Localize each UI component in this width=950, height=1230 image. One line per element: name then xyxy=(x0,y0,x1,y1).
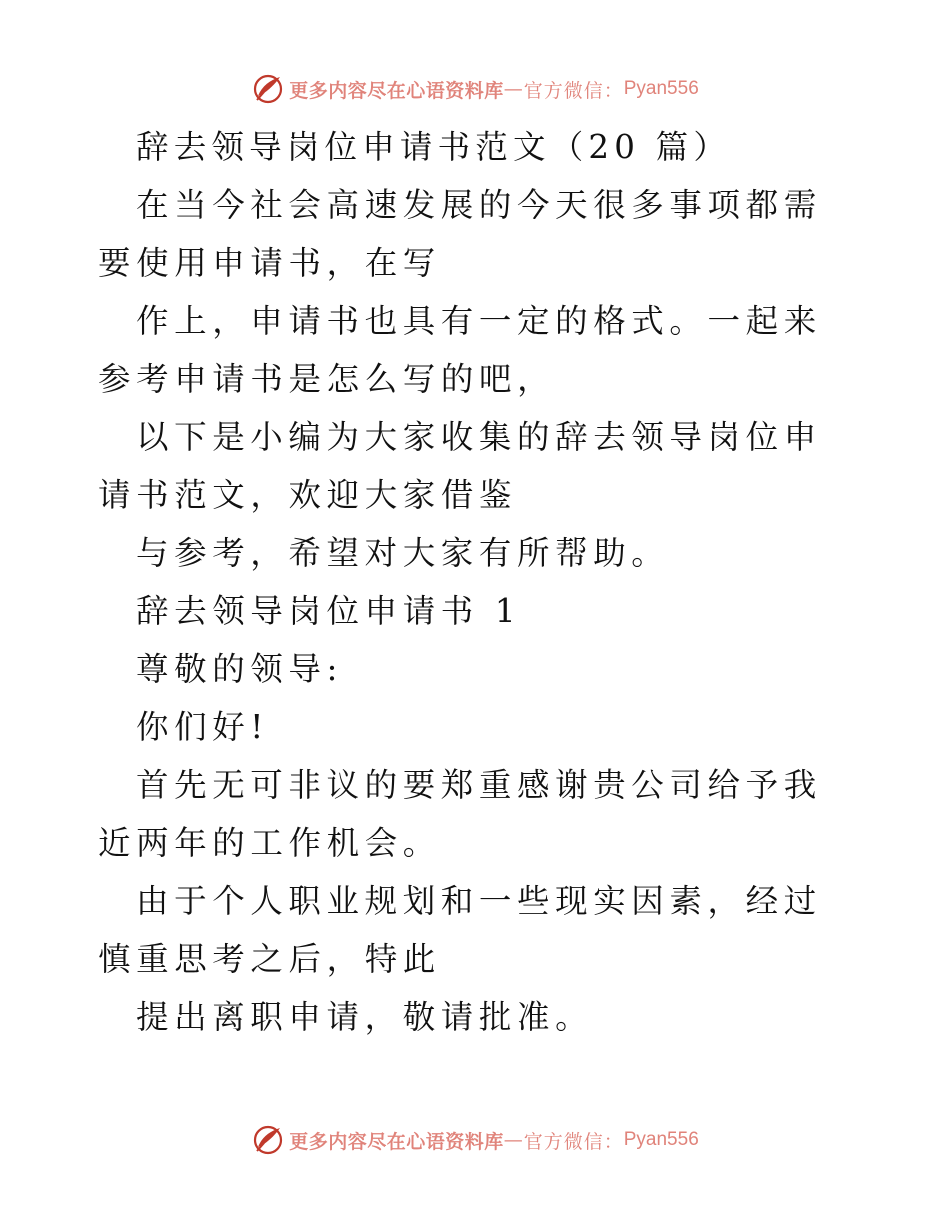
paragraph: 提出离职申请，敬请批准。 xyxy=(136,998,594,1036)
document-title: 辞去领导岗位申请书范文（20 篇） xyxy=(136,128,732,166)
quill-pen-icon xyxy=(251,72,285,106)
paragraph: 首先无可非议的要郑重感谢贵公司给予我近两年的工作机会。 xyxy=(98,766,822,862)
watermark-footer xyxy=(0,1123,950,1157)
watermark-brand: 更多内容尽在心语资料库 xyxy=(289,1130,504,1153)
paragraph: 与参考，希望对大家有所帮助。 xyxy=(136,534,670,572)
watermark-separator: — xyxy=(503,78,524,100)
watermark-brand: 更多内容尽在心语资料库 xyxy=(289,79,504,102)
document-body xyxy=(98,118,853,1046)
watermark-header xyxy=(0,72,950,106)
paragraph: 以下是小编为大家收集的辞去领导岗位申请书范文，欢迎大家借鉴 xyxy=(98,418,822,514)
watermark-contact-label: 官方微信： xyxy=(523,1130,624,1153)
salutation: 尊敬的领导: xyxy=(136,650,344,688)
paragraph: 在当今社会高速发展的今天很多事项都需要使用申请书，在写 xyxy=(98,186,822,282)
greeting: 你们好! xyxy=(136,708,269,746)
watermark-separator: — xyxy=(503,1129,524,1151)
watermark-contact-label: 官方微信： xyxy=(523,79,624,102)
watermark-wechat-id: Pyan556 xyxy=(623,1129,699,1150)
paragraph: 由于个人职业规划和一些现实因素，经过慎重思考之后，特此 xyxy=(98,882,822,978)
quill-pen-icon xyxy=(251,1123,285,1157)
section-heading: 辞去领导岗位申请书 1 xyxy=(136,592,522,630)
paragraph: 作上，申请书也具有一定的格式。一起来参考申请书是怎么写的吧， xyxy=(98,302,822,398)
watermark-wechat-id: Pyan556 xyxy=(623,78,699,99)
